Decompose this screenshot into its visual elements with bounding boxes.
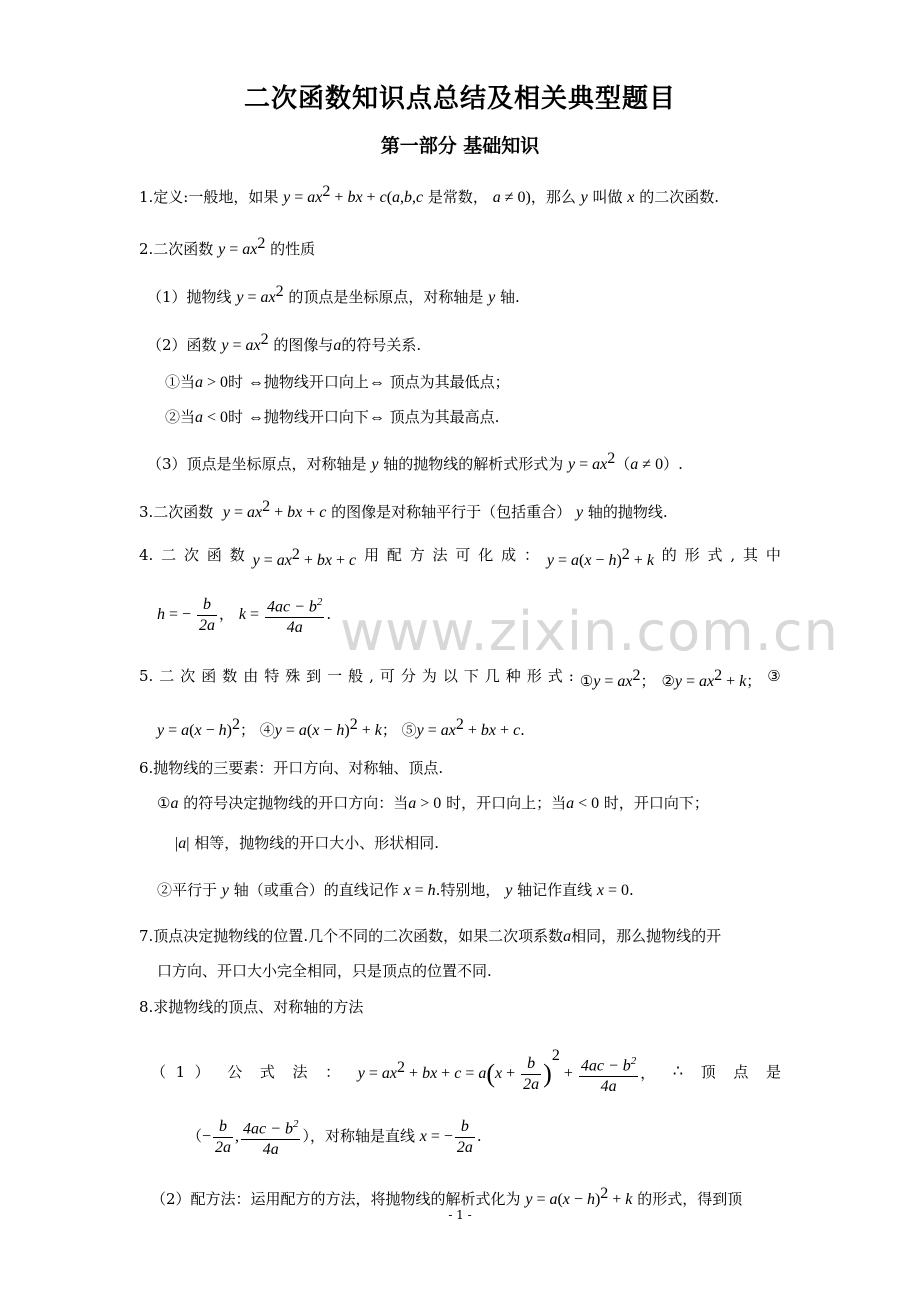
item-1-definition: 1.定义:一般地，如果 $y = ax^2$ + bx + c(a,b,c 是常数， a ≠ 0)，那么 y 叫做 x 的二次函数. [139,183,719,206]
item-7-line-2: 口方向、开口大小完全相同，只是顶点的位置不同. [157,962,492,980]
page-number: - 1 - [448,1208,472,1222]
item-2-point-3: （3）顶点是坐标原点，对称轴是 y 轴的抛物线的解析式形式为 $y = ax^2(a \ne 0)$. [147,450,683,473]
item-7-line-1: 7.顶点决定抛物线的位置.几个不同的二次函数，如果二次项系数a相同，那么抛物线的开 [139,927,722,945]
item-3: 3.二次函数 $y = ax^2$ + bx + c 的图像是对称轴平行于（包括重合） y 轴的抛物线. [139,498,668,521]
item-6-line-2: |a| 相等，抛物线的开口大小、形状相同. [175,834,439,852]
section-title: 第一部分 基础知识 [380,135,540,157]
item-2-heading: 2.二次函数 $y = ax^2$ 的性质 [139,235,316,258]
item-6-line-3: ②平行于 y 轴（或重合）的直线记作 x = h.特别地， y 轴记作直线 x = 0. [157,881,634,899]
item-6-line-1: ①a 的符号决定抛物线的开口方向：当a > 0 时，开口向上；当a < 0 时，开口向下； [157,794,709,812]
item-2-point-1: （1）抛物线 $y = ax^2$ 的顶点是坐标原点，对称轴是 y 轴. [147,283,520,306]
item-8-heading: 8.求抛物线的顶点、对称轴的方法 [139,998,364,1016]
watermark: www.zixin.com.cn [340,600,839,663]
item-4-line-1: 4. 二 次 函 数 $y = ax^2$ + bx + c 用 配 方 法 可 化 成 ： $y = a(x - h)^2 + k$ 的 形 式 , 其 中 [139,546,781,569]
item-8-method-2: （2）配方法：运用配方的方法，将抛物线的解析式化为 $y = a(x - h)^2 + k$ 的形式，得到顶 [151,1185,743,1208]
item-8-method-1: （ 1 ） 公 式 法 ： $y = ax^2$ + bx + c = a(x + $\frac{b}{2a}$ )$^2$ + $\frac{4ac - b^2}{4a}$ ， ∴ 顶 点 是 [151,1047,781,1096]
item-2-point-2: （2）函数 $y = ax^2$ 的图像与a的符号关系. [147,331,422,354]
item-5-line-2: $y = a(x - h)^2$； ④y = $a(x - h)^2 + k$； ⑤y = $ax^2$ + bx + c. [157,716,525,739]
item-8-method-1-vertex: （− $\frac{b}{2a}$ , $\frac{4ac - b^2}{4a}$ ），对称轴是直线 x = − $\frac{b}{2a}$ . [187,1114,482,1160]
item-5-line-1: 5. 二 次 函 数 由 特 殊 到 一 般 , 可 分 为 以 下 几 种 形 式 : ①y = $ax^2$； ②y = $ax^2 + k$； ③ [139,667,781,690]
item-4-line-2: h = − $\frac{b}{2a}$ ， k = $\frac{4ac - b^2}{4a}$ . [157,592,331,638]
item-2-case-1: ①当a > 0时 ⇔抛物线开口向上⇔ 顶点为其最低点； [165,373,510,391]
item-6-heading: 6.抛物线的三要素：开口方向、对称轴、顶点. [139,759,444,777]
page-title: 二次函数知识点总结及相关典型题目 [243,84,676,114]
item-2-case-2: ②当a < 0时 ⇔抛物线开口向下⇔ 顶点为其最高点. [165,408,500,426]
